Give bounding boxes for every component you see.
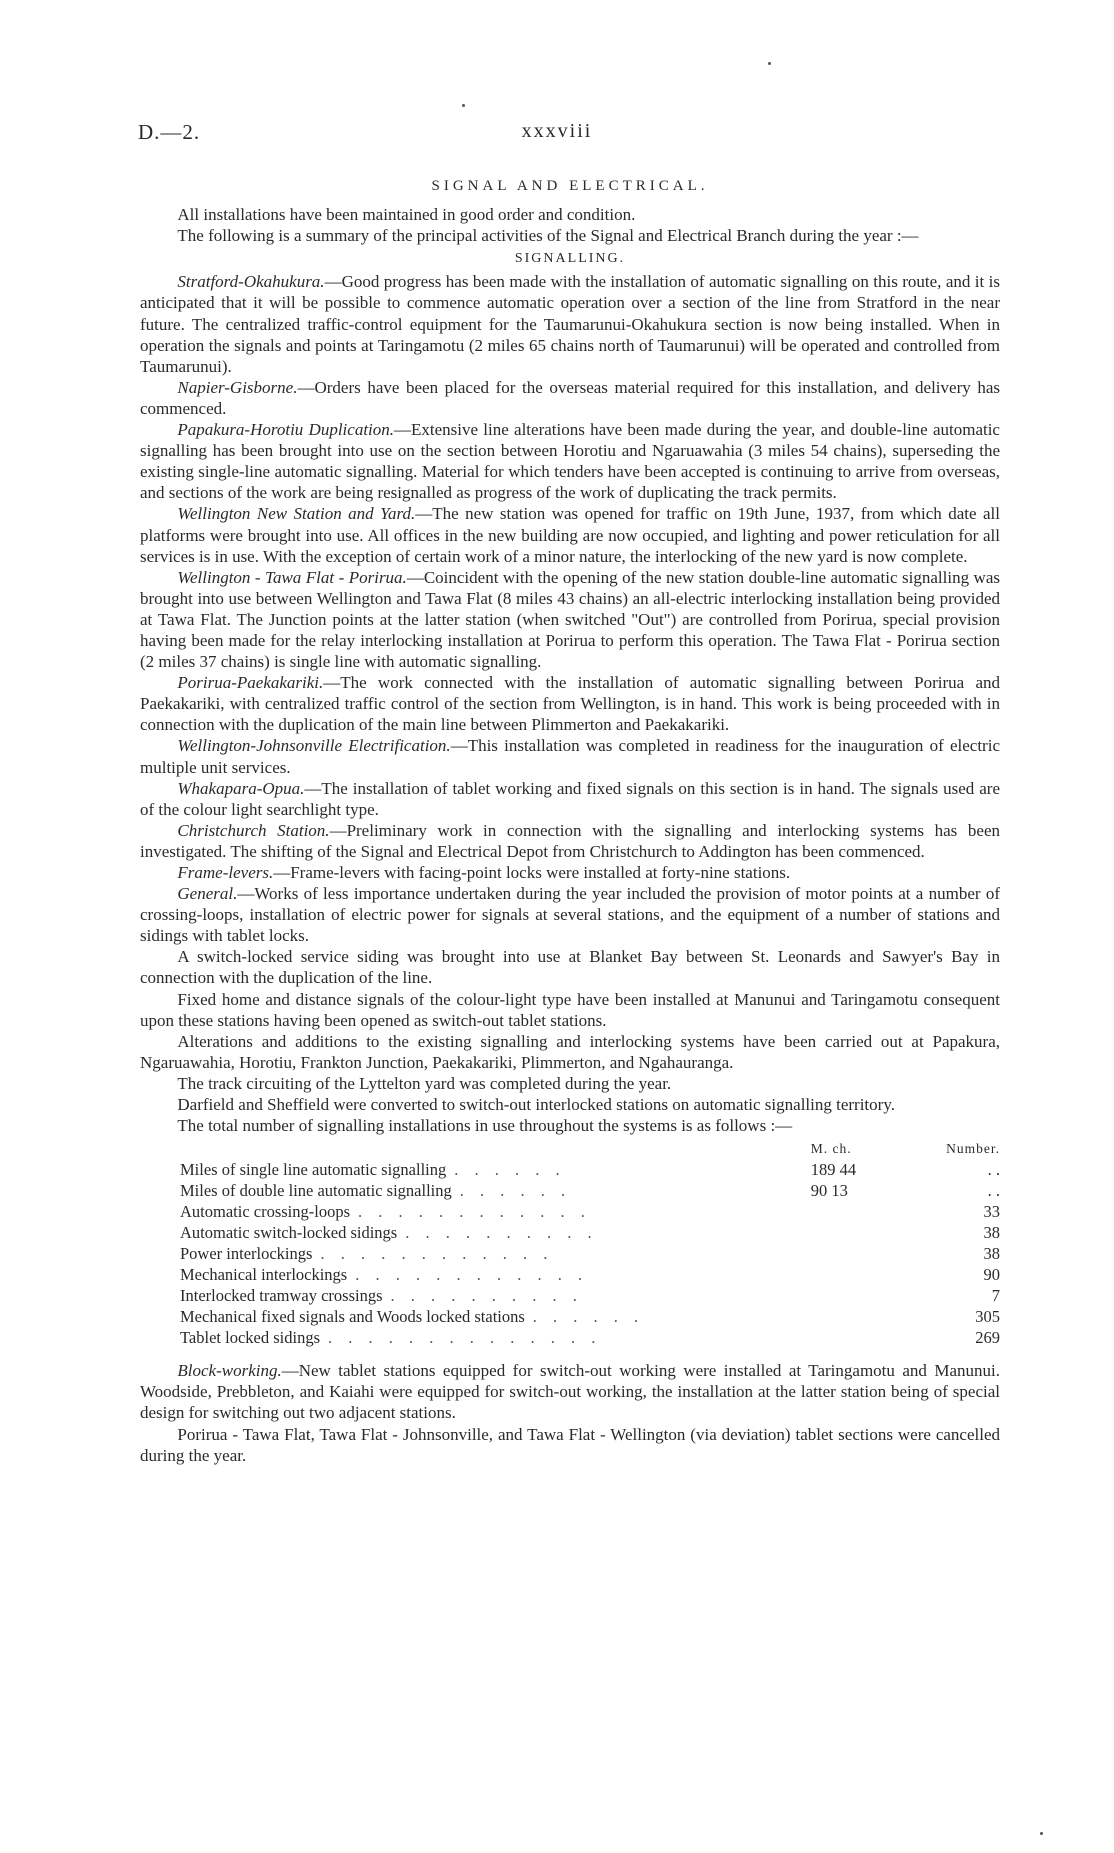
paragraph-heading: Christchurch Station. bbox=[177, 820, 330, 840]
row-label: Tablet locked sidings bbox=[180, 1328, 320, 1348]
page-header bbox=[0, 120, 1114, 150]
paragraph bbox=[140, 1073, 1000, 1094]
paragraph-text: —Extensive line alterations have been made during the year, and double-line automatic signalling has been brought into use on the section between Horotiu and Ngaruawahia (3 miles 54 chains), superseding the existing single-line automatic signalling. Material for which tenders have been accepted is continuing to arrive from overseas, and sections of the work are being resignalled as progress of the work of duplicating the track permits. bbox=[140, 420, 1000, 503]
paragraph-heading: Stratford-Okahukura. bbox=[177, 272, 325, 292]
paragraph-heading: General. bbox=[177, 884, 238, 904]
installations-table bbox=[180, 1138, 1000, 1348]
paragraph-text: —The work connected with the installation of automatic signalling between Porirua and Paekakariki, with centralized traffic control of the section from Wellington, is in hand. This work is being proceeded with in connection with the duplication of the main line between Plimmerton and Paekakariki. bbox=[140, 673, 1000, 735]
paragraph bbox=[140, 1424, 1000, 1466]
paragraph bbox=[140, 946, 1000, 988]
signalling-paragraphs bbox=[140, 271, 1000, 1136]
paragraph-heading: Whakapara-Opua. bbox=[177, 778, 305, 798]
row-miles-chains bbox=[811, 1222, 895, 1243]
row-label: Power interlockings bbox=[180, 1244, 313, 1264]
row-miles-chains bbox=[811, 1243, 895, 1264]
table-row bbox=[180, 1285, 1000, 1306]
row-number: 33 bbox=[983, 1202, 1000, 1222]
table-row bbox=[180, 1180, 1000, 1201]
dot-leaders: . . . . . . bbox=[459, 1181, 572, 1201]
paragraph-text: Porirua - Tawa Flat, Tawa Flat - Johnsonville, and Tawa Flat - Wellington (via deviation) tablet sections were cancelled during the year. bbox=[140, 1424, 1000, 1465]
dot-leaders: . . . . . . bbox=[532, 1307, 645, 1327]
table-header-row bbox=[180, 1138, 1000, 1159]
table-row bbox=[180, 1306, 1000, 1327]
row-label: Miles of double line automatic signalling bbox=[180, 1181, 452, 1201]
row-label: Miles of single line automatic signalling bbox=[180, 1160, 447, 1180]
paragraph-heading: Napier-Gisborne. bbox=[177, 377, 298, 397]
row-miles-chains bbox=[811, 1327, 895, 1348]
row-miles-chains: 189 44 bbox=[810, 1160, 857, 1180]
paragraph-text: A switch-locked service siding was brought into use at Blanket Bay between St. Leonards and Sawyer's Bay in connection with the duplication of the line. bbox=[140, 947, 1000, 988]
row-number: . . bbox=[987, 1181, 1000, 1201]
page-body bbox=[140, 176, 1000, 1466]
paragraph bbox=[140, 778, 1000, 820]
page-number: xxxviii bbox=[521, 120, 593, 142]
intro-paragraph: All installations have been maintained in good order and condition. bbox=[177, 205, 636, 225]
paragraph bbox=[140, 271, 1000, 376]
paragraph bbox=[140, 503, 1000, 566]
paragraph-text: —Works of less importance undertaken during the year included the provision of motor points at a number of crossing-loops, installation of electric power for signals at several stations, and the equipment of a number of stations and sidings with tablet locks. bbox=[140, 884, 1000, 946]
paragraph-text: —This installation was completed in readiness for the inauguration of electric multiple unit services. bbox=[140, 736, 1000, 777]
speck-mark bbox=[1040, 1832, 1043, 1835]
paragraph bbox=[140, 1115, 1000, 1136]
paragraph-text: —Coincident with the opening of the new station double-line automatic signalling was brought into use between Wellington and Tawa Flat (8 miles 43 chains) an all-electric interlocking installation being provided at Tawa Flat. The Junction points at the latter station (when switched "Out") are controlled from Porirua, special provision having been made for the relay interlocking installation at Porirua to perform this operation. The Tawa Flat - Porirua section (2 miles 37 chains) is single line with automatic signalling. bbox=[140, 567, 1000, 672]
subsection-title: SIGNALLING. bbox=[514, 251, 626, 267]
table-row bbox=[180, 1327, 1000, 1348]
dot-leaders: . . . . . . . . . . bbox=[390, 1286, 583, 1306]
paragraph bbox=[140, 377, 1000, 419]
row-label: Automatic switch-locked sidings bbox=[180, 1223, 398, 1243]
paragraph-heading: Wellington New Station and Yard. bbox=[177, 504, 416, 524]
dot-leaders: . . . . . . . . . . bbox=[405, 1223, 598, 1243]
paragraph bbox=[140, 735, 1000, 777]
row-label: Automatic crossing-loops bbox=[180, 1202, 351, 1222]
paragraph bbox=[140, 862, 1000, 883]
table-row bbox=[180, 1222, 1000, 1243]
speck-mark bbox=[462, 104, 465, 107]
paragraph bbox=[140, 1031, 1000, 1073]
row-number: 38 bbox=[983, 1223, 1000, 1243]
row-miles-chains bbox=[811, 1285, 895, 1306]
dot-leaders: . . . . . . . . . . . . . . bbox=[327, 1328, 602, 1348]
paragraph-heading: Frame-levers. bbox=[177, 863, 274, 882]
row-number: 269 bbox=[975, 1328, 1000, 1348]
paragraph-text: Fixed home and distance signals of the colour-light type have been installed at Manunui and Taringamotu consequent upon these stations having been opened as switch-out tablet stations. bbox=[140, 989, 1000, 1030]
paragraph-heading: Wellington - Tawa Flat - Porirua. bbox=[177, 567, 407, 587]
paragraph-heading: Porirua-Paekakariki. bbox=[177, 673, 324, 693]
dot-leaders: . . . . . . . . . . . . bbox=[355, 1265, 589, 1285]
paragraph bbox=[140, 989, 1000, 1031]
paragraph bbox=[140, 672, 1000, 735]
table-row bbox=[180, 1264, 1000, 1285]
speck-mark bbox=[768, 62, 771, 65]
paragraph-text: The total number of signalling installations in use throughout the systems is as follows :— bbox=[177, 1116, 793, 1136]
row-number: 305 bbox=[975, 1307, 1000, 1327]
row-number: 90 bbox=[983, 1265, 1000, 1285]
column-header-number: Number. bbox=[946, 1141, 1000, 1157]
row-miles-chains bbox=[811, 1264, 895, 1285]
row-label: Interlocked tramway crossings bbox=[180, 1286, 383, 1306]
column-header-mch: M. ch. bbox=[810, 1141, 852, 1157]
paragraph bbox=[140, 567, 1000, 672]
row-miles-chains bbox=[811, 1306, 895, 1327]
row-label: Mechanical interlockings bbox=[180, 1265, 348, 1285]
row-number: 7 bbox=[991, 1286, 1000, 1306]
paragraph-text: —Good progress has been made with the installation of automatic signalling on this route, and it is anticipated that it will be possible to commence automatic operation over a section of the line from Stratford in the near future. The centralized traffic-control equipment for the Taumarunui-Okahukura section is now being installed. When in operation the signals and points at Taringamotu (2 miles 65 chains north of Taumarunui) will be operated and controlled from Taumarunui). bbox=[140, 272, 1000, 376]
paragraph bbox=[140, 820, 1000, 862]
paragraph-text: —New tablet stations equipped for switch-out working were installed at Taringamotu and Manunui. Woodside, Prebbleton, and Kaiahi were equipped for switch-out working, the installation at the latter station being of special design for switching out two adjacent stations. bbox=[140, 1361, 1000, 1423]
paragraph bbox=[140, 1094, 1000, 1115]
paragraph-text: —Preliminary work in connection with the signalling and interlocking systems has been investigated. The shifting of the Signal and Electrical Depot from Christchurch to Addington has been commenced. bbox=[140, 820, 1000, 861]
paragraph-text: —Orders have been placed for the overseas material required for this installation, and delivery has commenced. bbox=[140, 377, 1000, 418]
paragraph-heading: Wellington-Johnsonville Electrification. bbox=[177, 736, 451, 756]
paragraph-text: Darfield and Sheffield were converted to switch-out interlocked stations on automatic signalling territory. bbox=[177, 1095, 895, 1115]
row-label: Mechanical fixed signals and Woods locked stations bbox=[180, 1307, 525, 1327]
row-miles-chains bbox=[811, 1201, 895, 1222]
dot-leaders: . . . . . . . . . . . . bbox=[358, 1202, 591, 1222]
block-working-paragraphs bbox=[140, 1360, 1000, 1465]
paragraph-text: Alterations and additions to the existing signalling and interlocking systems have been carried out at Papakura, Ngaruawahia, Horotiu, Frankton Junction, Paekakariki, Plimmerton, and Ngahauranga. bbox=[140, 1031, 1000, 1072]
paragraph bbox=[140, 419, 1000, 503]
row-number: 38 bbox=[983, 1244, 1000, 1264]
paragraph bbox=[140, 1360, 1000, 1423]
table-row bbox=[180, 1243, 1000, 1264]
row-miles-chains: 90 13 bbox=[810, 1181, 848, 1201]
section-title: SIGNAL AND ELECTRICAL. bbox=[431, 178, 709, 194]
paragraph bbox=[140, 883, 1000, 946]
paragraph-text: The track circuiting of the Lyttelton yard was completed during the year. bbox=[177, 1073, 672, 1093]
document-code: D.—2. bbox=[138, 120, 201, 144]
paragraph-heading: Block-working. bbox=[177, 1361, 282, 1381]
table-row bbox=[180, 1201, 1000, 1222]
paragraph-text: —Frame-levers with facing-point locks were installed at forty-nine stations. bbox=[273, 863, 791, 882]
paragraph-text: —The new station was opened for traffic on 19th June, 1937, from which date all platforms were brought into use. All offices in the new building are now occupied, and lighting and power reticulation for all services is in use. With the exception of certain work of a minor nature, the interlocking of the new yard is now complete. bbox=[140, 504, 1001, 566]
row-number: . . bbox=[987, 1160, 1000, 1180]
paragraph-text: —The installation of tablet working and fixed signals on this section is in hand. The signals used are of the colour light searchlight type. bbox=[140, 778, 1000, 819]
dot-leaders: . . . . . . . . . . . . bbox=[320, 1244, 554, 1264]
paragraph-heading: Papakura-Horotiu Duplication. bbox=[177, 420, 395, 440]
intro-paragraph: The following is a summary of the principal activities of the Signal and Electrical Branch during the year :— bbox=[177, 226, 919, 246]
dot-leaders: . . . . . . bbox=[454, 1160, 566, 1180]
table-row bbox=[180, 1159, 1000, 1180]
